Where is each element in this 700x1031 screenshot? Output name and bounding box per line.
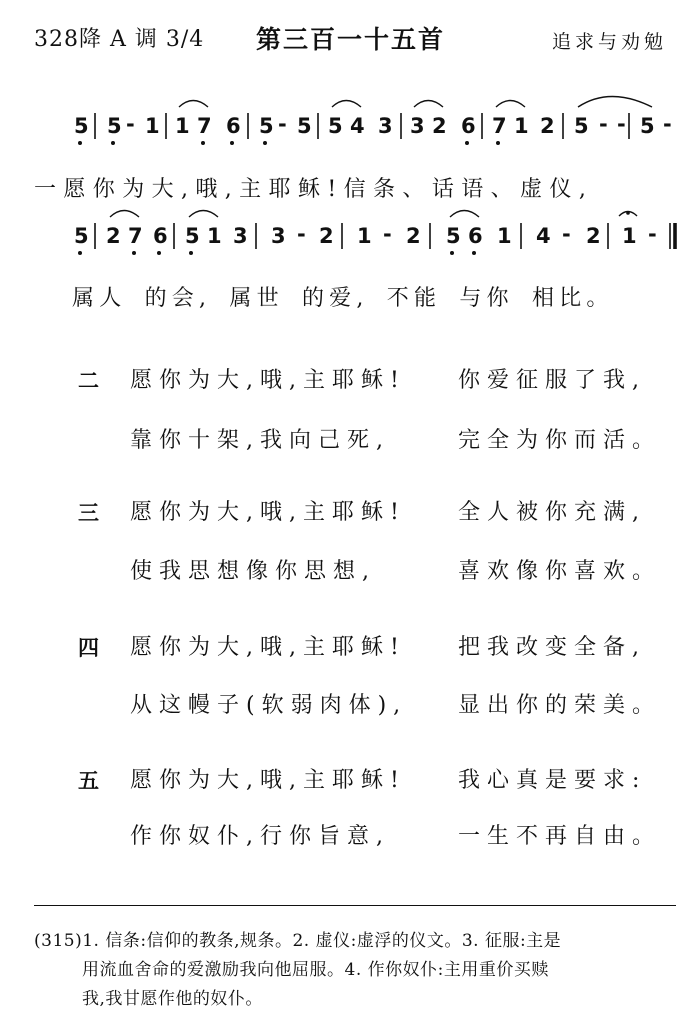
svg-text:3: 3 [378,114,393,138]
hymn-category: 追求与劝勉 [552,31,668,53]
svg-text:-: - [617,112,626,136]
svg-text:-: - [278,112,287,136]
svg-text:2: 2 [406,224,421,248]
stanza-line: 全人被你充满, [458,500,646,525]
svg-text:5: 5 [446,224,461,248]
hymn-title: 第三百一十五首 [256,25,446,54]
stanza-line: 愿你为大,哦,主耶稣! [130,635,406,660]
stanza-line: 你爱征服了我, [458,368,646,393]
footnote-line-3: 我,我甘愿作他的奴仆。 [82,989,263,1009]
footnote-line-1: (315)1. 信条:信仰的教条,规条。2. 虚仪:虚浮的仪文。3. 征服:主是 [34,931,562,951]
stanza-line: 靠你十架,我向己死, [130,428,390,453]
stanza-line: 我心真是要求: [458,768,647,793]
score-lyric-line-1: 一愿你为大,哦,主耶稣!信条、话语、虚仪, [34,177,594,202]
stanza-number: 三 [78,501,99,525]
svg-text:7: 7 [492,114,507,138]
stanza-line: 作你奴仆,行你旨意, [130,824,390,849]
svg-text:3: 3 [410,114,425,138]
footnote-line-2: 用流血舍命的爱激励我向他屈服。4. 作你奴仆:主用重价买赎 [82,960,549,980]
stanza-line: 显出你的荣美。 [458,693,662,718]
svg-text:1: 1 [497,224,512,248]
score-lyric-line-2: 属人 的会, 属世 的爱, 不能 与你 相比。 [72,286,614,311]
svg-text:-: - [562,222,571,246]
svg-text:5: 5 [74,114,89,138]
stanza-number: 二 [78,369,99,393]
svg-text:2: 2 [106,224,121,248]
stanza-line: 愿你为大,哦,主耶稣! [130,768,406,793]
stanza-number: 五 [78,769,99,793]
svg-text:-: - [599,112,608,136]
svg-text:-: - [663,112,672,136]
svg-text:7: 7 [128,224,143,248]
svg-text:2: 2 [319,224,334,248]
svg-text:1: 1 [357,224,372,248]
stanza-line: 喜欢像你喜欢。 [458,559,662,584]
svg-text:6: 6 [468,224,483,248]
svg-text:6: 6 [226,114,241,138]
svg-text:5: 5 [640,114,655,138]
svg-text:4: 4 [350,114,365,138]
stanza-line: 愿你为大,哦,主耶稣! [130,500,406,525]
svg-text:1: 1 [514,114,529,138]
svg-text:5: 5 [259,114,274,138]
svg-text:-: - [126,112,135,136]
svg-text:2: 2 [586,224,601,248]
svg-text:5: 5 [328,114,343,138]
svg-text:5: 5 [574,114,589,138]
svg-text:-: - [383,222,392,246]
stanza-line: 一生不再自由。 [458,824,662,849]
jianpu-score [0,0,700,320]
svg-text:5: 5 [185,224,200,248]
svg-text:1: 1 [175,114,190,138]
footnote-divider [34,905,676,906]
svg-text:5: 5 [74,224,89,248]
svg-text:2: 2 [432,114,447,138]
hymn-key-signature: 328降 A 调 3/4 [34,27,205,52]
stanza-line: 愿你为大,哦,主耶稣! [130,368,406,393]
stanza-line: 使我思想像你思想, [130,559,376,584]
svg-text:3: 3 [233,224,248,248]
svg-text:-: - [648,222,657,246]
svg-text:5: 5 [107,114,122,138]
score-line-1 [74,97,672,146]
svg-text:1: 1 [207,224,222,248]
svg-text:2: 2 [540,114,555,138]
svg-text:-: - [297,222,306,246]
svg-text:1: 1 [145,114,160,138]
svg-text:6: 6 [153,224,168,248]
stanza-line: 完全为你而活。 [458,428,662,453]
svg-text:4: 4 [536,224,551,248]
stanza-number: 四 [78,636,99,660]
svg-text:6: 6 [461,114,476,138]
svg-text:3: 3 [271,224,286,248]
svg-text:7: 7 [197,114,212,138]
stanza-line: 把我改变全备, [458,635,646,660]
svg-text:5: 5 [297,114,312,138]
score-line-2 [74,211,675,256]
stanza-line: 从这幔子(软弱肉体), [130,693,408,718]
svg-text:1: 1 [622,224,637,248]
